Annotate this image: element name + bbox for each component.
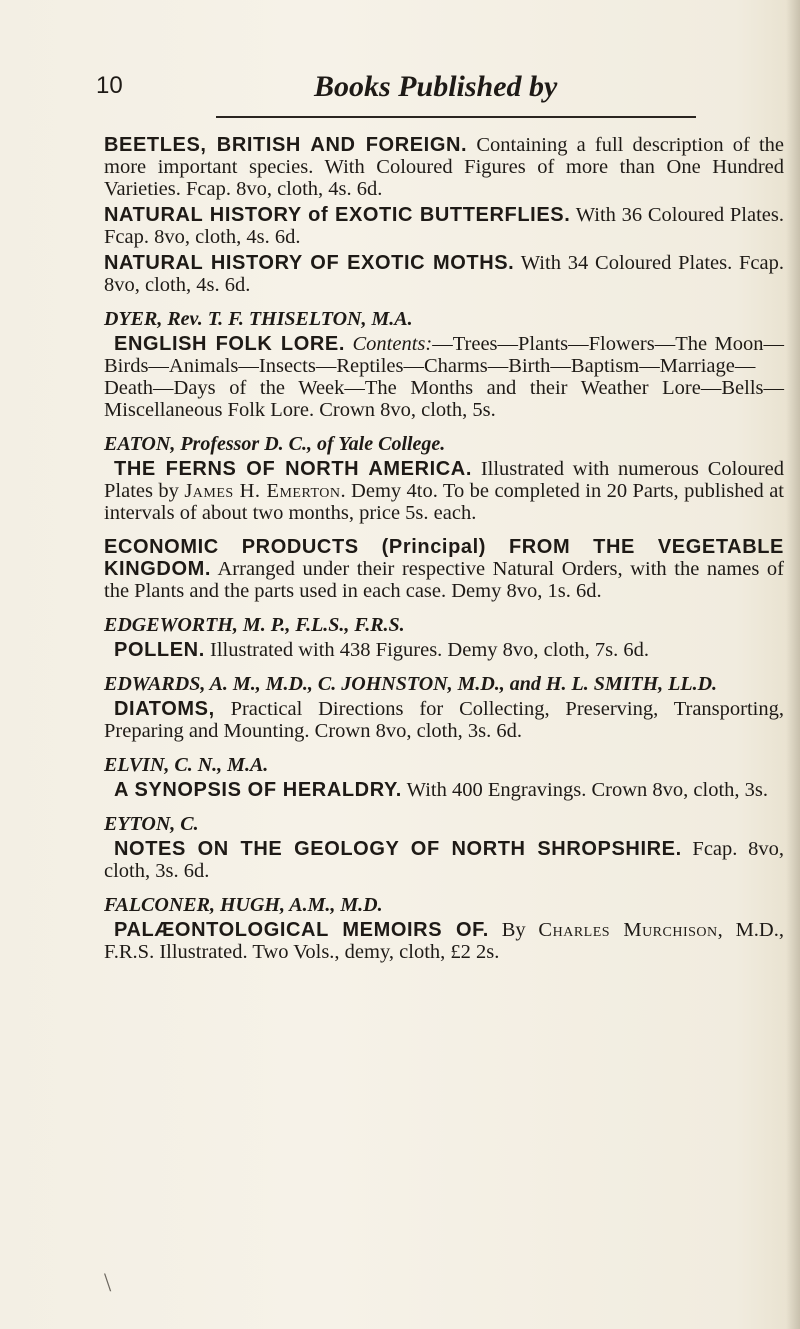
- book-description: Containing a full description of the more important species. With Coloured Figures of more than One Hundred Varieties. Fcap. 8vo, cloth, 4s. 6d.: [104, 134, 784, 200]
- book-description: , M.D., F.R.S. Illustrated. Two Vols., demy, cloth, £2 2s.: [104, 919, 784, 963]
- book-title: DIATOMS,: [114, 698, 215, 720]
- book-item: [104, 252, 784, 296]
- book-description: Practical Directions for Collecting, Preserving, Transporting, Preparing and Mounting. Crown 8vo, cloth, 3s. 6d.: [104, 698, 784, 742]
- book-description: With 36 Coloured Plates. Fcap. 8vo, cloth, 4s. 6d.: [104, 204, 784, 248]
- catalogue-entry: [104, 308, 784, 421]
- book-item: [104, 333, 784, 421]
- book-description: . Demy 4to. To be completed in 20 Parts, published at intervals of about two months, price 5s. each.: [104, 480, 785, 524]
- book-title: THE FERNS OF NORTH AMERICA.: [114, 458, 473, 480]
- header-rule: [216, 116, 696, 118]
- author-heading: EDGEWORTH, M. P., F.L.S., F.R.S.: [104, 614, 405, 636]
- book-item: [104, 536, 784, 602]
- catalogue-entry: [104, 894, 784, 963]
- book-item: [104, 134, 784, 200]
- book-description: Arranged under their respective Natural Orders, with the names of the Plants and the parts used in each case. Demy 8vo, 1s. 6d.: [104, 558, 784, 602]
- book-description: Fcap. 8vo, cloth, 3s. 6d.: [104, 838, 784, 882]
- contents-label: Contents:: [345, 333, 433, 355]
- book-title: NOTES ON THE GEOLOGY OF NORTH SHROPSHIRE.: [114, 838, 682, 860]
- book-item: [104, 458, 784, 524]
- catalogue-entry: [104, 813, 784, 882]
- book-description: Illustrated with 438 Figures. Demy 8vo, cloth, 7s. 6d.: [204, 639, 649, 661]
- catalogue-entry: [104, 754, 784, 801]
- book-title: BEETLES, BRITISH AND FOREIGN.: [104, 134, 468, 156]
- book-title: ENGLISH FOLK LORE.: [114, 333, 346, 355]
- author-heading: DYER, Rev. T. F. THISELTON, M.A.: [104, 308, 413, 330]
- book-item: [104, 698, 784, 742]
- book-description-lead: Illustrated with numerous Coloured Plates by: [104, 458, 784, 502]
- page-header: [96, 72, 776, 122]
- catalogue-entry: [104, 614, 784, 661]
- book-item: [104, 639, 784, 661]
- author-heading: ELVIN, C. N., M.A.: [104, 754, 269, 776]
- book-title: ECONOMIC PRODUCTS (Principal) FROM THE VEGETABLE KINGDOM.: [104, 536, 784, 580]
- author-heading: FALCONER, HUGH, A.M., M.D.: [104, 894, 383, 916]
- catalogue-list: [104, 134, 784, 975]
- book-title: A SYNOPSIS OF HERALDRY.: [114, 779, 402, 801]
- running-head: Books Published by: [314, 70, 558, 103]
- catalogue-entry: [104, 134, 784, 296]
- book-description-lead: By: [488, 919, 539, 941]
- book-description: With 400 Engravings. Crown 8vo, cloth, 3s.: [401, 779, 768, 801]
- author-heading: EATON, Professor D. C., of Yale College.: [104, 433, 446, 455]
- author-heading: EDWARDS, A. M., M.D., C. JOHNSTON, M.D., and H. L. SMITH, LL.D.: [104, 673, 718, 695]
- editor-name: Charles Murchison: [538, 919, 718, 941]
- author-heading: EYTON, C.: [104, 813, 199, 835]
- book-title: NATURAL HISTORY OF EXOTIC MOTHS.: [104, 252, 515, 274]
- book-description: With 34 Coloured Plates. Fcap. 8vo, cloth, 4s. 6d.: [104, 252, 784, 296]
- page-edge-shadow: [786, 0, 800, 1329]
- stray-ink-mark: \: [104, 1268, 112, 1297]
- book-title: PALÆONTOLOGICAL MEMOIRS OF.: [114, 919, 489, 941]
- book-item: [104, 838, 784, 882]
- page-number: 10: [96, 72, 123, 99]
- catalogue-entry: [104, 536, 784, 602]
- illustrator-name: James H. Emerton: [184, 480, 341, 502]
- book-item: [104, 204, 784, 248]
- book-description: —Trees—Plants—Flowers—The Moon—Birds—Animals—Insects—Reptiles—Charms—Birth—Baptism—Marriage—Death—Days of the Week—The Months and their Weather Lore—Bells—Miscellaneous Folk Lore. Crown 8vo, cloth, 5s.: [104, 333, 785, 421]
- book-item: [104, 919, 784, 963]
- book-item: [104, 779, 784, 801]
- book-title: POLLEN.: [114, 639, 205, 661]
- catalogue-entry: [104, 433, 784, 524]
- catalogue-entry: [104, 673, 784, 742]
- book-title: NATURAL HISTORY of EXOTIC BUTTERFLIES.: [104, 204, 571, 226]
